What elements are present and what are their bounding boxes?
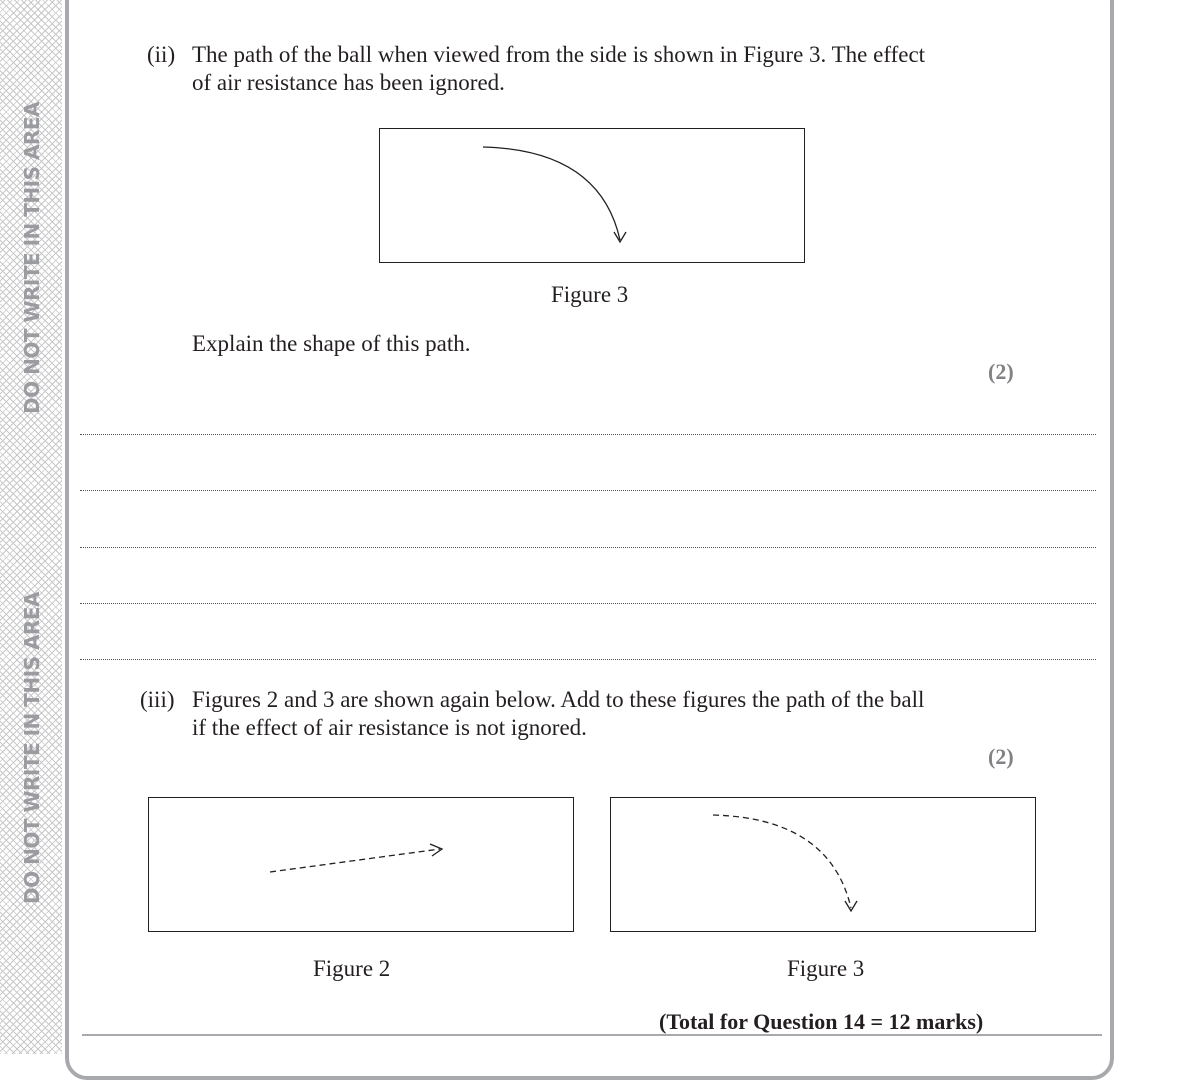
- marks: (2): [988, 359, 1014, 384]
- curved-path-arrow: [483, 147, 620, 240]
- margin-warning: DO NOT WRITE IN THIS AREA: [20, 592, 44, 904]
- question-text: if the effect of air resistance is not ignored.: [192, 715, 587, 740]
- question-total: (Total for Question 14 = 12 marks): [659, 1009, 984, 1034]
- dashed-straight-arrow: [270, 849, 440, 872]
- margin-warning: DO NOT WRITE IN THIS AREA: [20, 102, 44, 414]
- question-text: The path of the ball when viewed from the side is shown in Figure 3. The effect: [192, 42, 926, 67]
- arrowhead-icon: [614, 232, 626, 242]
- figure-caption: Figure 2: [313, 956, 391, 981]
- marks: (2): [988, 744, 1014, 769]
- dashed-curved-arrow: [713, 815, 851, 908]
- question-prompt: Explain the shape of this path.: [192, 331, 471, 356]
- figure-caption: Figure 3: [787, 956, 865, 981]
- question-text: of air resistance has been ignored.: [192, 70, 505, 95]
- part-number: (iii): [140, 687, 175, 712]
- figure-caption: Figure 3: [551, 282, 629, 307]
- question-text: Figures 2 and 3 are shown again below. Add to these figures the path of the ball: [192, 687, 925, 712]
- part-number: (ii): [147, 42, 176, 67]
- arrowhead-icon: [845, 901, 857, 911]
